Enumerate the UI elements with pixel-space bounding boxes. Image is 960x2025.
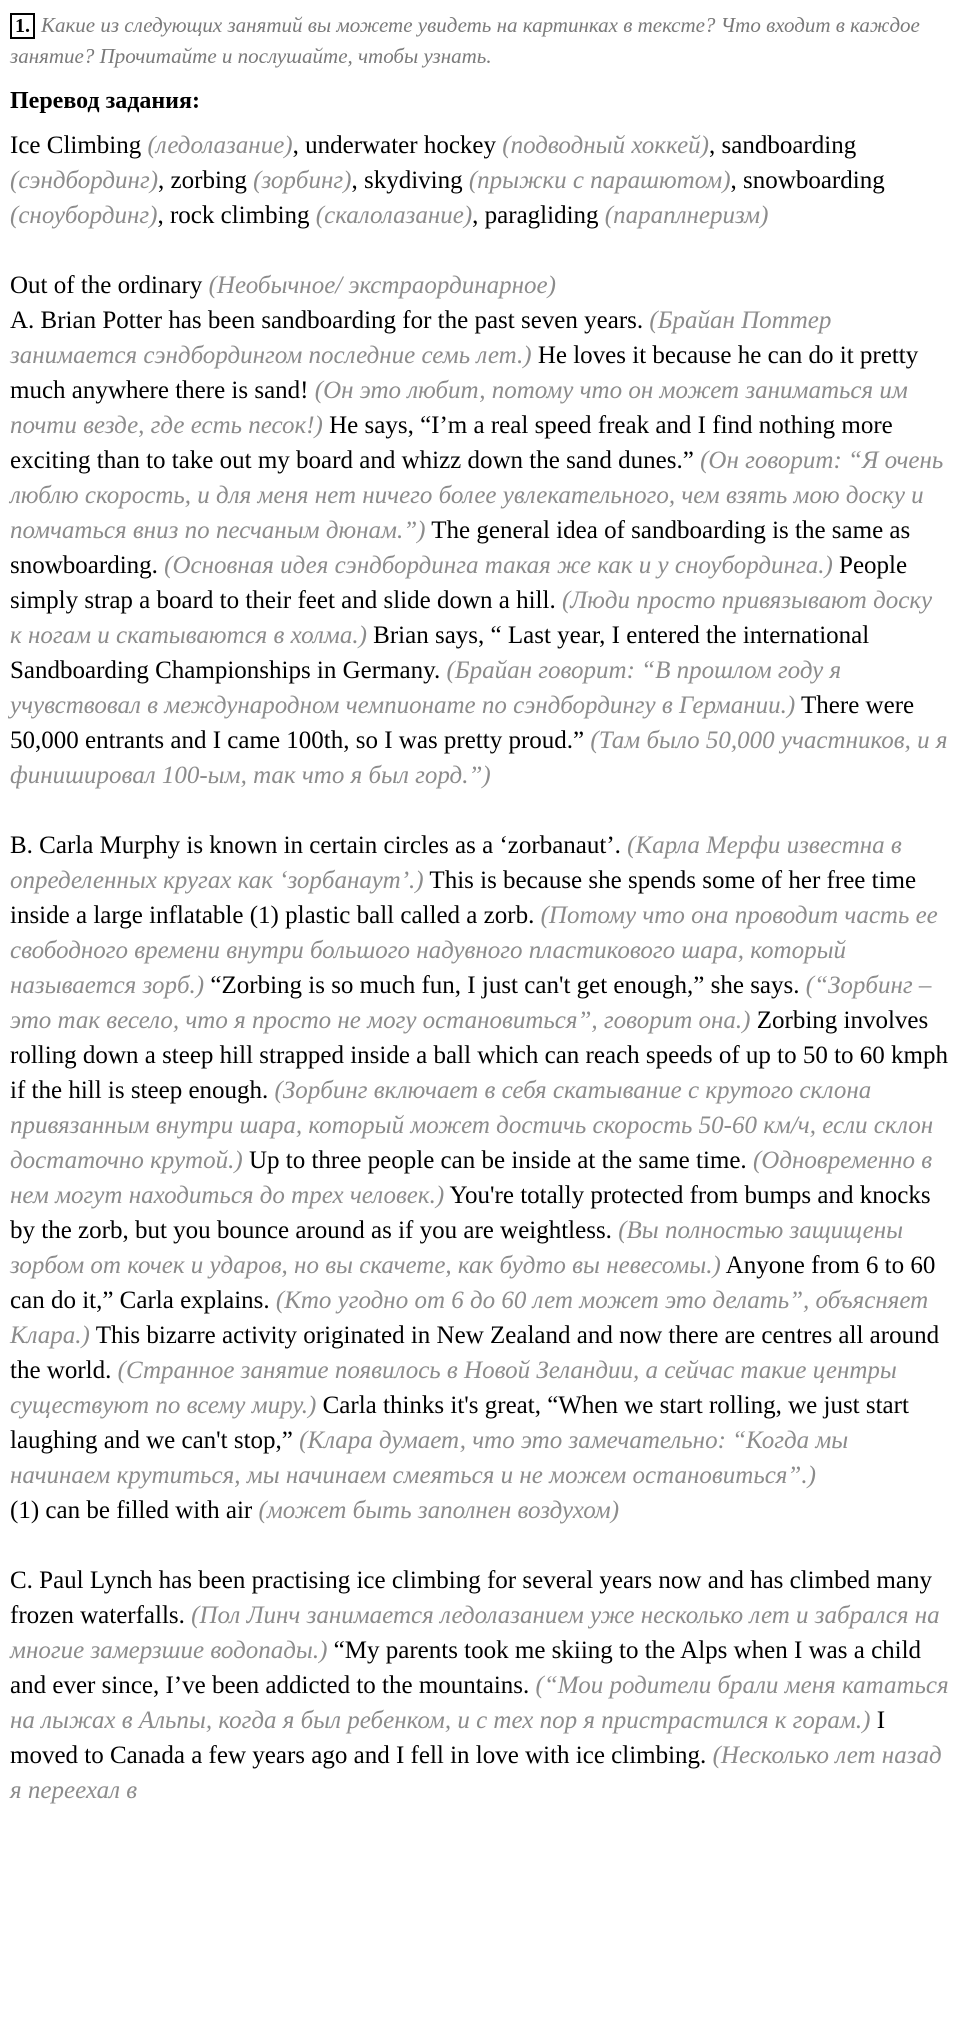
section-a-sentence-7-en: There were 50,000 entrants and I came 100th, so I was pretty proud.” (10, 692, 915, 754)
activity-sep: , (292, 132, 306, 159)
activity-7-en: rock climbing (169, 202, 316, 229)
task-text: Какие из следующих занятий вы можете увидеть на картинках в тексте? Что входит в каждое занятие? Прочитайте и послушайте, чтобы узнать. (10, 13, 920, 68)
section-a-sentence-5-ru: (Люди просто привязывают доску к ногам и скатываются в холма.) (10, 587, 933, 649)
task-number-box: 1. (10, 13, 35, 39)
activity-2-ru: (подводный хоккей) (502, 132, 709, 159)
activity-3-ru: (сэндбординг) (10, 167, 159, 194)
section-b-sentence-7-en: Anyone from 6 to 60 can do it,” Carla explains. (10, 1252, 936, 1314)
footnote (10, 1493, 950, 1528)
section-b-sentence-1-ru: (Карла Мерфи известна в определенных кругах как ‘зорбанаут’.) (10, 832, 902, 894)
activity-4-ru: (зорбинг) (253, 167, 352, 194)
activities-list (10, 128, 950, 233)
activity-1-en: Ice Climbing (10, 132, 148, 159)
activity-6-ru: (сноубординг) (10, 202, 158, 229)
title-en: Out of the ordinary (10, 272, 209, 299)
section-c-sentence-2-en: “My parents took me skiing to the Alps when I was a child and ever since, I’ve been addicted to the mountains. (10, 1637, 922, 1699)
section-a-sentence-1-ru: (Брайан Поттер занимается сэндбордингом последние семь лет.) (10, 307, 832, 369)
activity-7-ru: (скалолазание) (315, 202, 473, 229)
text-title (10, 268, 950, 303)
section-b-sentence-3-ru: (“Зорбинг – это так весело, что я просто не могу остановиться”, говорит она.) (10, 972, 932, 1034)
section-a-sentence-3-en: He says, “I’m a real speed freak and I find nothing more exciting than to take out my board and whizz down the sand dunes.” (10, 412, 893, 474)
section-b-sentence-5-en: Up to three people can be inside at the same time. (242, 1147, 753, 1174)
section-b-sentence-8-en: This bizarre activity originated in New Zealand and now there are centres all around the world. (10, 1322, 940, 1384)
activity-4-en: zorbing (170, 167, 254, 194)
section-a-sentence-7-ru: (Там было 50,000 участников, и я финишировал 100-ым, так что я был горд.”) (10, 727, 948, 789)
activity-1-ru: (ледолазание) (147, 132, 293, 159)
section-c-sentence-1-ru: (Пол Линч занимается ледолазанием уже несколько лет и забрался на многие замерзшие водопады.) (10, 1602, 940, 1664)
section-a-sentence-4-ru: (Основная идея сэндбординга такая же как и у сноубординга.) (164, 552, 833, 579)
activity-sep: , (472, 202, 485, 229)
title-ru: (Необычное/ экстраординарное) (208, 272, 556, 299)
activity-8-en: paragliding (484, 202, 605, 229)
section-b-sentence-9-en: Carla thinks it's great, “When we start rolling, we just start laughing and we can't stop,” (10, 1392, 909, 1454)
section-c-sentence-1-en: C. Paul Lynch has been practising ice climbing for several years now and has climbed many frozen waterfalls. (10, 1567, 932, 1629)
section-b-sentence-3-en: “Zorbing is so much fun, I just can't get enough,” she says. (204, 972, 806, 999)
activity-2-en: underwater hockey (305, 132, 503, 159)
section-b-sentence-5-ru: (Одновременно в нем могут находиться до трех человек.) (10, 1147, 933, 1209)
section-b-sentence-1-en: B. Carla Murphy is known in certain circles as a ‘zorbanaut’. (10, 832, 628, 859)
section-c-sentence-3-en: I moved to Canada a few years ago and I fell in love with ice climbing. (10, 1707, 886, 1769)
section-b-sentence-2-en: This is because she spends some of her free time inside a large inflatable (1) plastic ball called a zorb. (10, 867, 917, 929)
translation-heading: Перевод задания: (10, 88, 200, 114)
section-c-sentence-2-ru: (“Мои родители брали меня кататься на лыжах в Альпы, когда я был ребенком, и с тех пор я пристрастился к горам.) (10, 1672, 949, 1734)
section-b-sentence-2-ru: (Потому что она проводит часть ее свободного времени внутри большого надувного пластикового шара, который называется зорб.) (10, 902, 938, 999)
activity-5-ru: (прыжки с парашютом) (468, 167, 731, 194)
activity-sep: , (709, 132, 722, 159)
activity-sep: , (158, 167, 171, 194)
section-b-sentence-4-ru: (Зорбинг включает в себя скатывание с крутого склона привязанным внутри шара, который может достичь скорость 50-60 км/ч, если склон достаточно крутой.) (10, 1077, 934, 1174)
section-a-sentence-3-ru: (Он говорит: “Я очень люблю скорость, и для меня нет ничего более увлекательного, чем взять мою доску и помчаться вниз по песчаным дюнам.”) (10, 447, 944, 544)
footnote-ru: (может быть заполнен воздухом) (258, 1497, 620, 1524)
section-a-sentence-4-en: The general idea of sandboarding is the same as snowboarding. (10, 517, 911, 579)
task-instruction (10, 10, 950, 72)
section-a-sentence-6-en: Brian says, “ Last year, I entered the international Sandboarding Championships in Germany. (10, 622, 870, 684)
section-a-sentence-1-en: A. Brian Potter has been sandboarding for the past seven years. (10, 307, 650, 334)
section-a-sentence-5-en: People simply strap a board to their feet and slide down a hill. (10, 552, 908, 614)
section-b-sentence-9-ru: (Клара думает, что это замечательно: “Когда мы начинаем крутиться, мы начинаем смеяться и не можем остановиться”.) (10, 1427, 849, 1489)
section-b-sentence-8-ru: (Странное занятие появилось в Новой Зеландии, а сейчас такие центры существуют по всему миру.) (10, 1357, 897, 1419)
footnote-en: (1) can be filled with air (10, 1497, 259, 1524)
activity-6-en: snowboarding (743, 167, 885, 194)
section-b-sentence-7-ru: (Кто угодно от 6 до 60 лет может это делать”, объясняет Клара.) (10, 1287, 929, 1349)
activity-8-ru: (параплнеризм) (604, 202, 769, 229)
section-b-sentence-6-en: You're totally protected from bumps and knocks by the zorb, but you bounce around as if you are weightless. (10, 1182, 931, 1244)
activity-5-en: skydiving (363, 167, 469, 194)
activity-sep: , (157, 202, 170, 229)
section-a (10, 303, 950, 793)
section-b-sentence-6-ru: (Вы полностью защищены зорбом от кочек и ударов, но вы скачете, как будто вы невесомы.) (10, 1217, 904, 1279)
activity-3-en: sandboarding (721, 132, 857, 159)
activity-sep: , (351, 167, 364, 194)
section-a-sentence-2-en: He loves it because he can do it pretty much anywhere there is sand! (10, 342, 919, 404)
section-c (10, 1563, 950, 1808)
section-b-sentence-4-en: Zorbing involves rolling down a steep hill strapped inside a ball which can reach speeds of up to 50 to 60 kmph if the hill is steep enough. (10, 1007, 948, 1104)
activity-sep: , (730, 167, 744, 194)
section-a-sentence-6-ru: (Брайан говорит: “В прошлом году я учувствовал в международном чемпионате по сэндбордингу в Германии.) (10, 657, 842, 719)
section-b (10, 828, 950, 1493)
section-a-sentence-2-ru: (Он это любит, потому что он может заниматься им почти везде, где есть песок!) (10, 377, 908, 439)
section-c-sentence-3-ru: (Несколько лет назад я переехал в (10, 1742, 942, 1804)
